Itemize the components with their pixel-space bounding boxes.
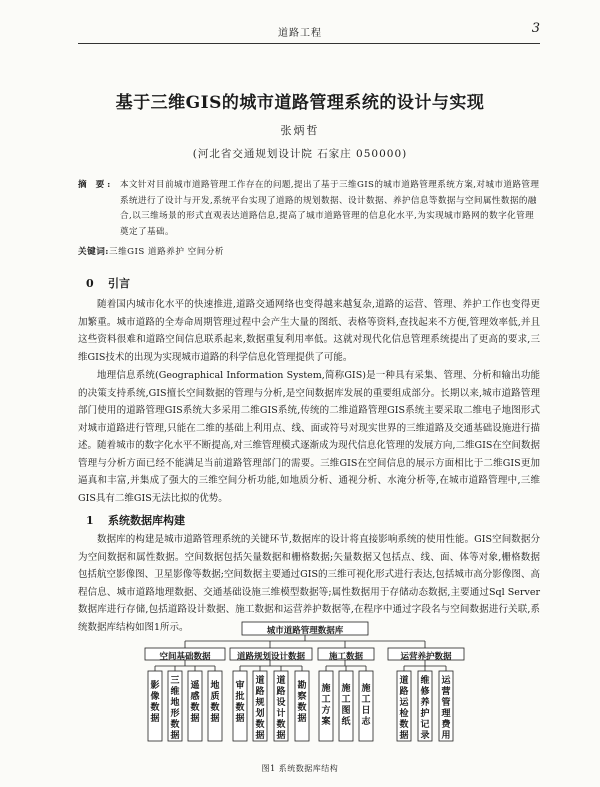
keywords-text: 三维GIS 道路养护 空间分析 <box>108 247 225 257</box>
figure-leaf-label: 道路运检数据 <box>399 676 409 741</box>
figure-root-label: 城市道路管理数据库 <box>266 626 344 636</box>
author: 张炳哲 <box>280 124 320 137</box>
figure-leaf-label: 影像数据 <box>150 681 160 724</box>
abstract-label: 摘 要: <box>78 180 114 190</box>
figure-leaf-label: 勘察数据 <box>297 681 307 724</box>
abstract <box>78 178 540 240</box>
figure-group-label: 运营养护数据 <box>400 652 452 662</box>
section-heading <box>86 275 130 291</box>
paragraph: 随着国内城市化水平的快速推进,道路交通网络也变得越来越复杂,道路的运营、管理、养护工作也变得更加繁重。城市道路的全寿命周期管理过程中会产生大量的图纸、表格等资料,查找起来不方便,管理效率低,并且这些资料很难和道路空间信息联系起来,数据重复利用率低。这就对现代化信息管理系统提出了更高的要求,三维GIS技术的出现为实现城市道路的科学信息化管理提供了可能。 <box>78 299 540 363</box>
figure-leaf-label: 施工图纸 <box>341 684 351 727</box>
database-structure-figure <box>140 621 470 757</box>
header-rule <box>78 43 540 44</box>
figure-group-label: 施工数据 <box>328 652 363 662</box>
paper-title: 基于三维GIS的城市道路管理系统的设计与实现 <box>115 93 485 113</box>
section-number: 0 <box>86 277 94 290</box>
figure-leaf-label: 遥感数据 <box>190 681 200 724</box>
figure-leaf-label: 三维地形数据 <box>170 676 180 741</box>
figure-group-label: 道路规划设计数据 <box>236 652 305 662</box>
figure-leaf-label: 维修养护记录 <box>420 676 430 741</box>
paragraph: 数据库的构建是城市道路管理系统的关键环节,数据库的设计将直接影响系统的使用性能。GIS空间数据分为空间数据和属性数据。空间数据包括矢量数据和栅格数据;矢量数据又包括点、线、面、体等对象,栅格数据包括航空影像图、卫星影像等数据;空间数据主要通过GIS的三维可视化形式进行表达,包括城市高分影像图、高程信息、城市道路地理数据、交通基础设施三维模型数据等;属性数据用于存储动态数据,主要通过Sql Server数据库进行存储,包括道路设计数据、施工数据和运营养护数据等,在程序中通过字段名与空间数据进行关联,系统数据库结构如图1所示。 <box>78 534 540 633</box>
page-header <box>78 18 540 44</box>
section-title: 系统数据库构建 <box>108 514 185 527</box>
affiliation: (河北省交通规划设计院 石家庄 050000) <box>192 148 408 160</box>
paragraph: 地理信息系统(Geographical Information System,简称GIS)是一种具有采集、管理、分析和输出功能的决策支持系统,GIS擅长空间数据的管理与分析,是空间数据库发展的重要组成部分。长期以来,城市道路管理部门使用的道路管理GIS系统大多采用二维GIS系统,传统的二维道路管理GIS系统主要采取二维电子地图形式对城市道路进行管理,只能在二维的基础上利用点、线、面或符号对现实世界的三维道路及交通基础设施进行描述。随着城市的数字化水平不断提高,对三维管理模式逐渐成为现代信息化管理的发展方向,二维GIS在空间数据管理与分析方面已经不能满足当前道路管理部门的需要。三维GIS在空间信息的展示方面相比于二维GIS更加逼真和丰富,并集成了强大的三维空间分析功能,如地质分析、通视分析、水淹分析等,在城市道路管理中,三维GIS具有二维GIS无法比拟的优势。 <box>78 370 540 504</box>
section-number: 1 <box>86 514 94 527</box>
keywords <box>78 245 540 257</box>
section-title: 引言 <box>108 277 130 290</box>
figure-leaf-label: 运营管理费用 <box>441 676 451 741</box>
figure-caption: 图1 系统数据库结构 <box>261 764 339 773</box>
figure-leaf-label: 施工方案 <box>321 684 331 727</box>
page-number: 3 <box>531 21 540 36</box>
figure-leaf-label: 审批数据 <box>235 681 245 724</box>
figure-group-label: 空间基础数据 <box>159 652 211 662</box>
section-heading <box>86 512 185 528</box>
abstract-text: 本文针对目前城市道路管理工作存在的问题,提出了基于三维GIS的城市道路管理系统方案,对城市道路管理系统进行了设计与开发,系统平台实现了道路的规划数据、设计数据、养护信息等数据与空间属性数据的融合,以三维场景的形式直观表达道路信息,提高了城市道路管理的信息化水平,为实现城市路网的数字化管理奠定了基础。 <box>120 180 540 237</box>
figure-leaf-label: 道路规划数据 <box>255 676 265 741</box>
figure-leaf-label: 施工日志 <box>361 684 371 727</box>
figure-leaf-label: 道路设计数据 <box>276 676 286 741</box>
keywords-label: 关键词: <box>78 247 109 257</box>
figure-leaf-label: 地质数据 <box>210 681 220 724</box>
journal-name: 道路工程 <box>278 28 322 39</box>
